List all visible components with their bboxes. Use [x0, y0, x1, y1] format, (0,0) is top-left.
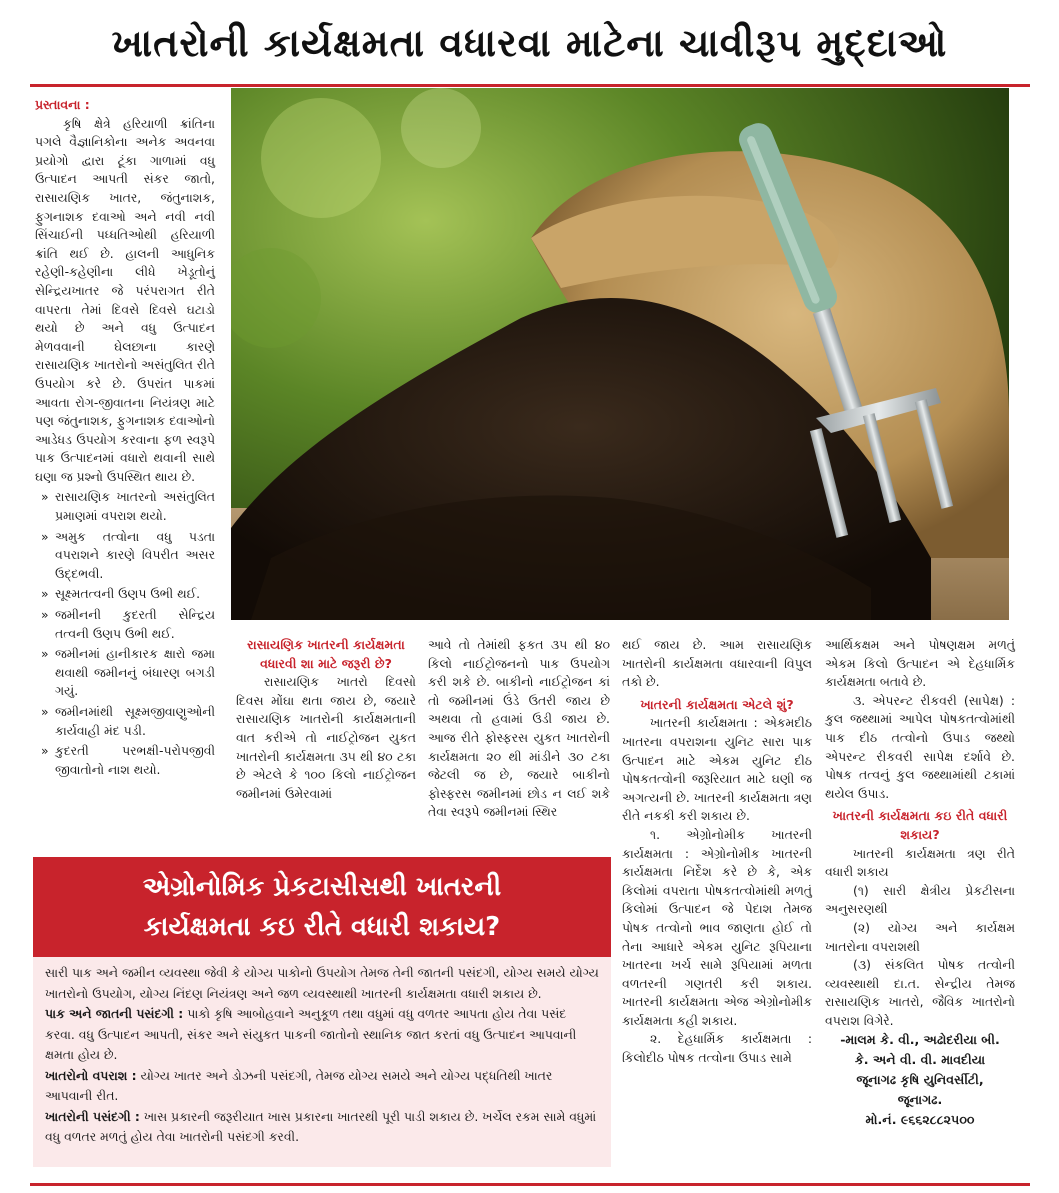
why-column	[236, 636, 416, 803]
list-item: » જમીનની કુદરતી સેન્દ્રિય તત્વની ઉણપ ઉભી થઈ.	[41, 607, 215, 641]
box-item-label: ખાતરોની પસંદગી :	[45, 1108, 140, 1124]
how-heading: ખાતરની કાર્યક્ષમતા કઇ રીતે વધારી શકાય?	[832, 808, 1008, 842]
why-heading: રાસાયણિક ખાતરની કાર્યક્ષમતા વધારવી શા માટે જરૂરી છે?	[247, 637, 405, 671]
list-item: » કુદરતી પરભક્ષી-પરોપજીવી જીવાતોનો નાશ થયો.	[41, 743, 215, 777]
why-paragraph-continued: આવે તો તેમાંથી ફકત ૩૫ થી ૪૦ કિલો નાઈટ્રોજનનો પાક ઉપયોગ કરી શકે છે. બાકીનો નાઈટ્રોજન કાં તો જમીનમાં ઉંડે ઉતરી જાય છે અથવા તો હવામાં ઉડી જાય છે. આજ રીતે ફોસ્ફરસ યુકત ખાતરોની કાર્યક્ષમતા ૨૦ થી માંડીને ૩૦ ટકા જેટલી જ છે, જયારે બાકીનો ફોસ્ફરસ જમીનમાં છોડ ન લઈ શકે તેવા સ્વરૂપે જમીનમાં સ્થિર	[428, 637, 610, 820]
agronomic-banner	[33, 857, 611, 957]
how-item-3: (૩) સંકલિત પોષક તત્વોની વ્યવસ્થાથી દા.ત. સેન્દ્રીય તેમજ રાસાયણિક ખાતરો, જૈવિક ખાતરોનો વપરાશ વિગેરે.	[825, 957, 1015, 1028]
bottom-divider	[30, 1183, 1030, 1186]
how-column	[825, 636, 1015, 1130]
banner-line-1: એગ્રોનોમિક પ્રેકટાસીસથી ખાતરની	[142, 872, 502, 902]
what-point-2: ૨. દેહધાર્મિક કાર્યક્ષમતા : કિલોદીઠ પોષક તત્વોના ઉપાડ સામે	[622, 1031, 812, 1066]
intro-column	[35, 96, 215, 779]
how-item-1: (૧) સારી ક્ષેત્રીય પ્રેકટીસના અનુસરણથી	[825, 882, 1015, 917]
list-item: » સૂક્ષ્મતત્વની ઉણપ ઉભી થઈ.	[35, 585, 215, 604]
box-item: ખાતરોનો વપરાશ : યોગ્ય ખાતર અને ડોઝની પસંદગી, તેમજ યોગ્ય સમયે અને યોગ્ય પદ્ધતિથી ખાતર આપવાની રીત.	[45, 1067, 553, 1103]
bullet-marker: »	[41, 586, 49, 602]
how-intro: ખાતરની કાર્યક્ષમતા ત્રણ રીતે વધારી શકાય	[825, 845, 1015, 880]
compost-illustration	[231, 88, 1009, 620]
top-divider	[30, 84, 1030, 87]
author-line-2: કે. અને વી. વી. માવદીયા	[854, 1052, 986, 1068]
banner-line-2: કાર્યક્ષમતા કઇ રીતે વધારી શકાય?	[143, 912, 501, 942]
box-item: પાક અને જાતની પસંદગી : પાકો કૃષિ આબોહવાને અનુકૂળ તથા વધુમાં વધુ વળતર આપતા હોય તેવા પસંદ કરવા. વધુ ઉત્પાદન આપતી, સંકર અને સંયુકત પાકની જાતોનો સ્થાનિક જાત કરતાં વધુ ઉત્પાદન આપવાની ક્ષમતા હોય છે.	[45, 1006, 577, 1062]
agronomic-box	[33, 957, 611, 1167]
box-item: ખાતરોની પસંદગી : ખાસ પ્રકારની જરૂરીયાત ખાસ પ્રકારના ખાતરથી પૂરી પાડી શકાય છે. ખર્ચેલ રકમ સામે વધુમાં વધુ વળતર મળતું હોય તેવા ખાતરોની પસંદગી કરવી.	[45, 1108, 597, 1144]
page-title: ખાતરોની કાર્યક્ષમતા વધારવા માટેના ચાવીરૂપ મુદ્દાઓ	[111, 21, 948, 65]
author-line-4: જૂનાગઢ.	[897, 1092, 943, 1108]
why-column-continued	[428, 636, 610, 822]
what-point-3: ૩. એપરન્ટ રીકવરી (સાપેક્ષ) : કુલ જથ્થામાં આપેલ પોષકતત્વોમાંથી પાક દીઠ તત્વોનો ઉપાડ જથ્થો એપરન્ટ રીકવરી સાપેક્ષ દર્શાવે છે. પોષક તત્વનું કુલ જથ્થામાંથી ટકામાં થયેલ ઉપાડ.	[825, 692, 1015, 801]
why-paragraph-end: થઈ જાય છે. આમ રાસાયણિક ખાતરોની કાર્યક્ષમતા વધારવાની વિપુલ તકો છે.	[622, 637, 812, 690]
author-phone: મો.નં. ૯૬૬૨૮૮૨૫૦૦	[865, 1112, 975, 1128]
why-paragraph: રાસાયણિક ખાતરો દિવસો દિવસ મોંઘા થતા જાય છે, જયારે રાસાયણિક ખાતરોની કાર્યક્ષમતાની વાત કરીએ તો નાઈટ્રોજન યુકત ખાતરોની કાર્યક્ષમતા ૩૫ થી ૪૦ ટકા છે એટલે કે ૧૦૦ કિલો નાઈટ્રોજન જમીનમાં ઉમેરવામાં	[236, 674, 416, 801]
bullet-marker: »	[41, 743, 49, 759]
box-item-label: ખાતરોનો વપરાશ :	[45, 1067, 137, 1083]
bullet-marker: »	[41, 489, 49, 505]
compost-photo	[231, 88, 1009, 620]
what-point-2-continued: આર્થિકક્ષમ અને પોષણક્ષમ મળતું એકમ કિલો ઉત્પાદન એ દેહધાર્મિક કાર્યક્ષમતા બતાવે છે.	[825, 637, 1015, 690]
how-item-2: (૨) યોગ્ય અને કાર્યક્ષમ ખાતરોના વપરાશથી	[825, 919, 1015, 954]
bullet-marker: »	[41, 528, 49, 544]
what-column	[622, 636, 812, 1068]
list-item: » જમીનમાં હાનીકારક ક્ષારો જમા થવાથી જમીનનું બંધારણ બગડી ગયું.	[41, 646, 215, 699]
box-intro: સારી પાક અને જમીન વ્યવસ્થા જેવી કે યોગ્ય પાકોનો ઉપયોગ તેમજ તેની જાતની પસંદગી, યોગ્ય સમયે યોગ્ય ખાતરોનો ઉપયોગ, યોગ્ય નિંદણ નિયંત્રણ અને જળ વ્યવસ્થાથી ખાતરની કાર્યક્ષમતા વધારી શકાય છે.	[45, 965, 599, 1001]
list-item: » જમીનમાંથી સૂક્ષ્મજીવાણુઓની કાર્યવાહી મંદ પડી.	[41, 704, 215, 738]
list-item: » અમુક તત્વોના વધુ પડતા વપરાશને કારણે વિપરીત અસર ઉદ્દભવી.	[41, 528, 215, 581]
list-item: » રાસાયણિક ખાતરનો અસંતુલિત પ્રમાણમાં વપરાશ થયો.	[41, 489, 215, 524]
what-heading: ખાતરની કાર્યક્ષમતા એટલે શું?	[640, 696, 794, 712]
what-point-1: ૧. એગ્રોનોમીક ખાતરની કાર્યક્ષમતા : એગ્રોનોમીક ખાતરની કાર્યક્ષમતા નિર્દેશ કરે છે કે, એક કિલોમાં વપરાતા પોષકતત્વોમાંથી મળતું કિલોમાં ઉત્પાદન જે પેદાશ તેમજ પોષક તત્વોનો ભાવ જાણતા હોઈ તો તેના આધારે એકમ યુનિટ રૂપિયાના ખાતરના ખર્ચ સામે રૂપિયામાં મળતા વળતરની ગણતરી કરી શકાય. ખાતરની કાર્યક્ષમતા એજ એગ્રોનોમીક કાર્યક્ષમતા કહી શકાય.	[622, 826, 812, 1028]
box-item-label: પાક અને જાતની પસંદગી :	[45, 1006, 184, 1021]
bullet-marker: »	[41, 607, 49, 623]
bullet-marker: »	[41, 646, 49, 662]
bullet-marker: »	[41, 704, 49, 719]
author-line-3: જૂનાગઢ કૃષિ યુનિવર્સીટી,	[856, 1072, 984, 1088]
intro-heading: પ્રસ્તાવના :	[35, 97, 90, 112]
what-intro: ખાતરની કાર્યક્ષમતા : એકમદીઠ ખાતરના વપરાશના યુનિટ સારા પાક ઉત્પાદન માટે એકમ યુનિટ દીઠ પોષકતત્વોની જરૂરિયાત માટે ઘણી જ અગત્યની છે. ખાતરની કાર્યક્ષમતા ત્રણ રીતે નકકી કરી શકાય છે.	[622, 715, 812, 824]
author-line-1: -માલમ કે. વી., અઢોદરીયા બી.	[840, 1032, 1000, 1048]
intro-paragraph: કૃષિ ક્ષેત્રે હરિયાળી ક્રાંતિના પગલે વૈજ્ઞાનિકોના અનેક અવનવા પ્રયોગો દ્વારા ટૂંકા ગાળામાં વધુ ઉત્પાદન આપતી સંકર જાતો, રાસાયણિક ખાતર, જંતુનાશક, ફુગનાશક દવાઓ અને નવી નવી સિંચાઈની પધ્ધતિઓથી હરિયાળી ક્રાંતિ થઈ છે. હાલની આધુનિક રહેણી-કહેણીના લીધે ખેડૂતોનું સેન્દ્રિયખાતર જે પરંપરાગત રીતે વાપરતા તેમાં દિવસે દિવસે ઘટાડો થયો છે અને વધુ ઉત્પાદન મેળવવાની ઘેલછાના કારણે રાસાયણિક ખાતરોનો અસંતુલિત રીતે ઉપયોગ કરે છે. ઉપરાંત પાકમાં આવતા રોગ-જીવાતના નિયંત્રણ માટે પણ જંતુનાશક, ફુગનાશક દવાઓનો આડેધડ ઉપયોગ કરવાના ફળ સ્વરૂપે પાક ઉત્પાદનમાં વધારો થવાની સાથે ઘણા જ પ્રશ્નો ઉપસ્થિત થાય છે.	[35, 115, 215, 484]
